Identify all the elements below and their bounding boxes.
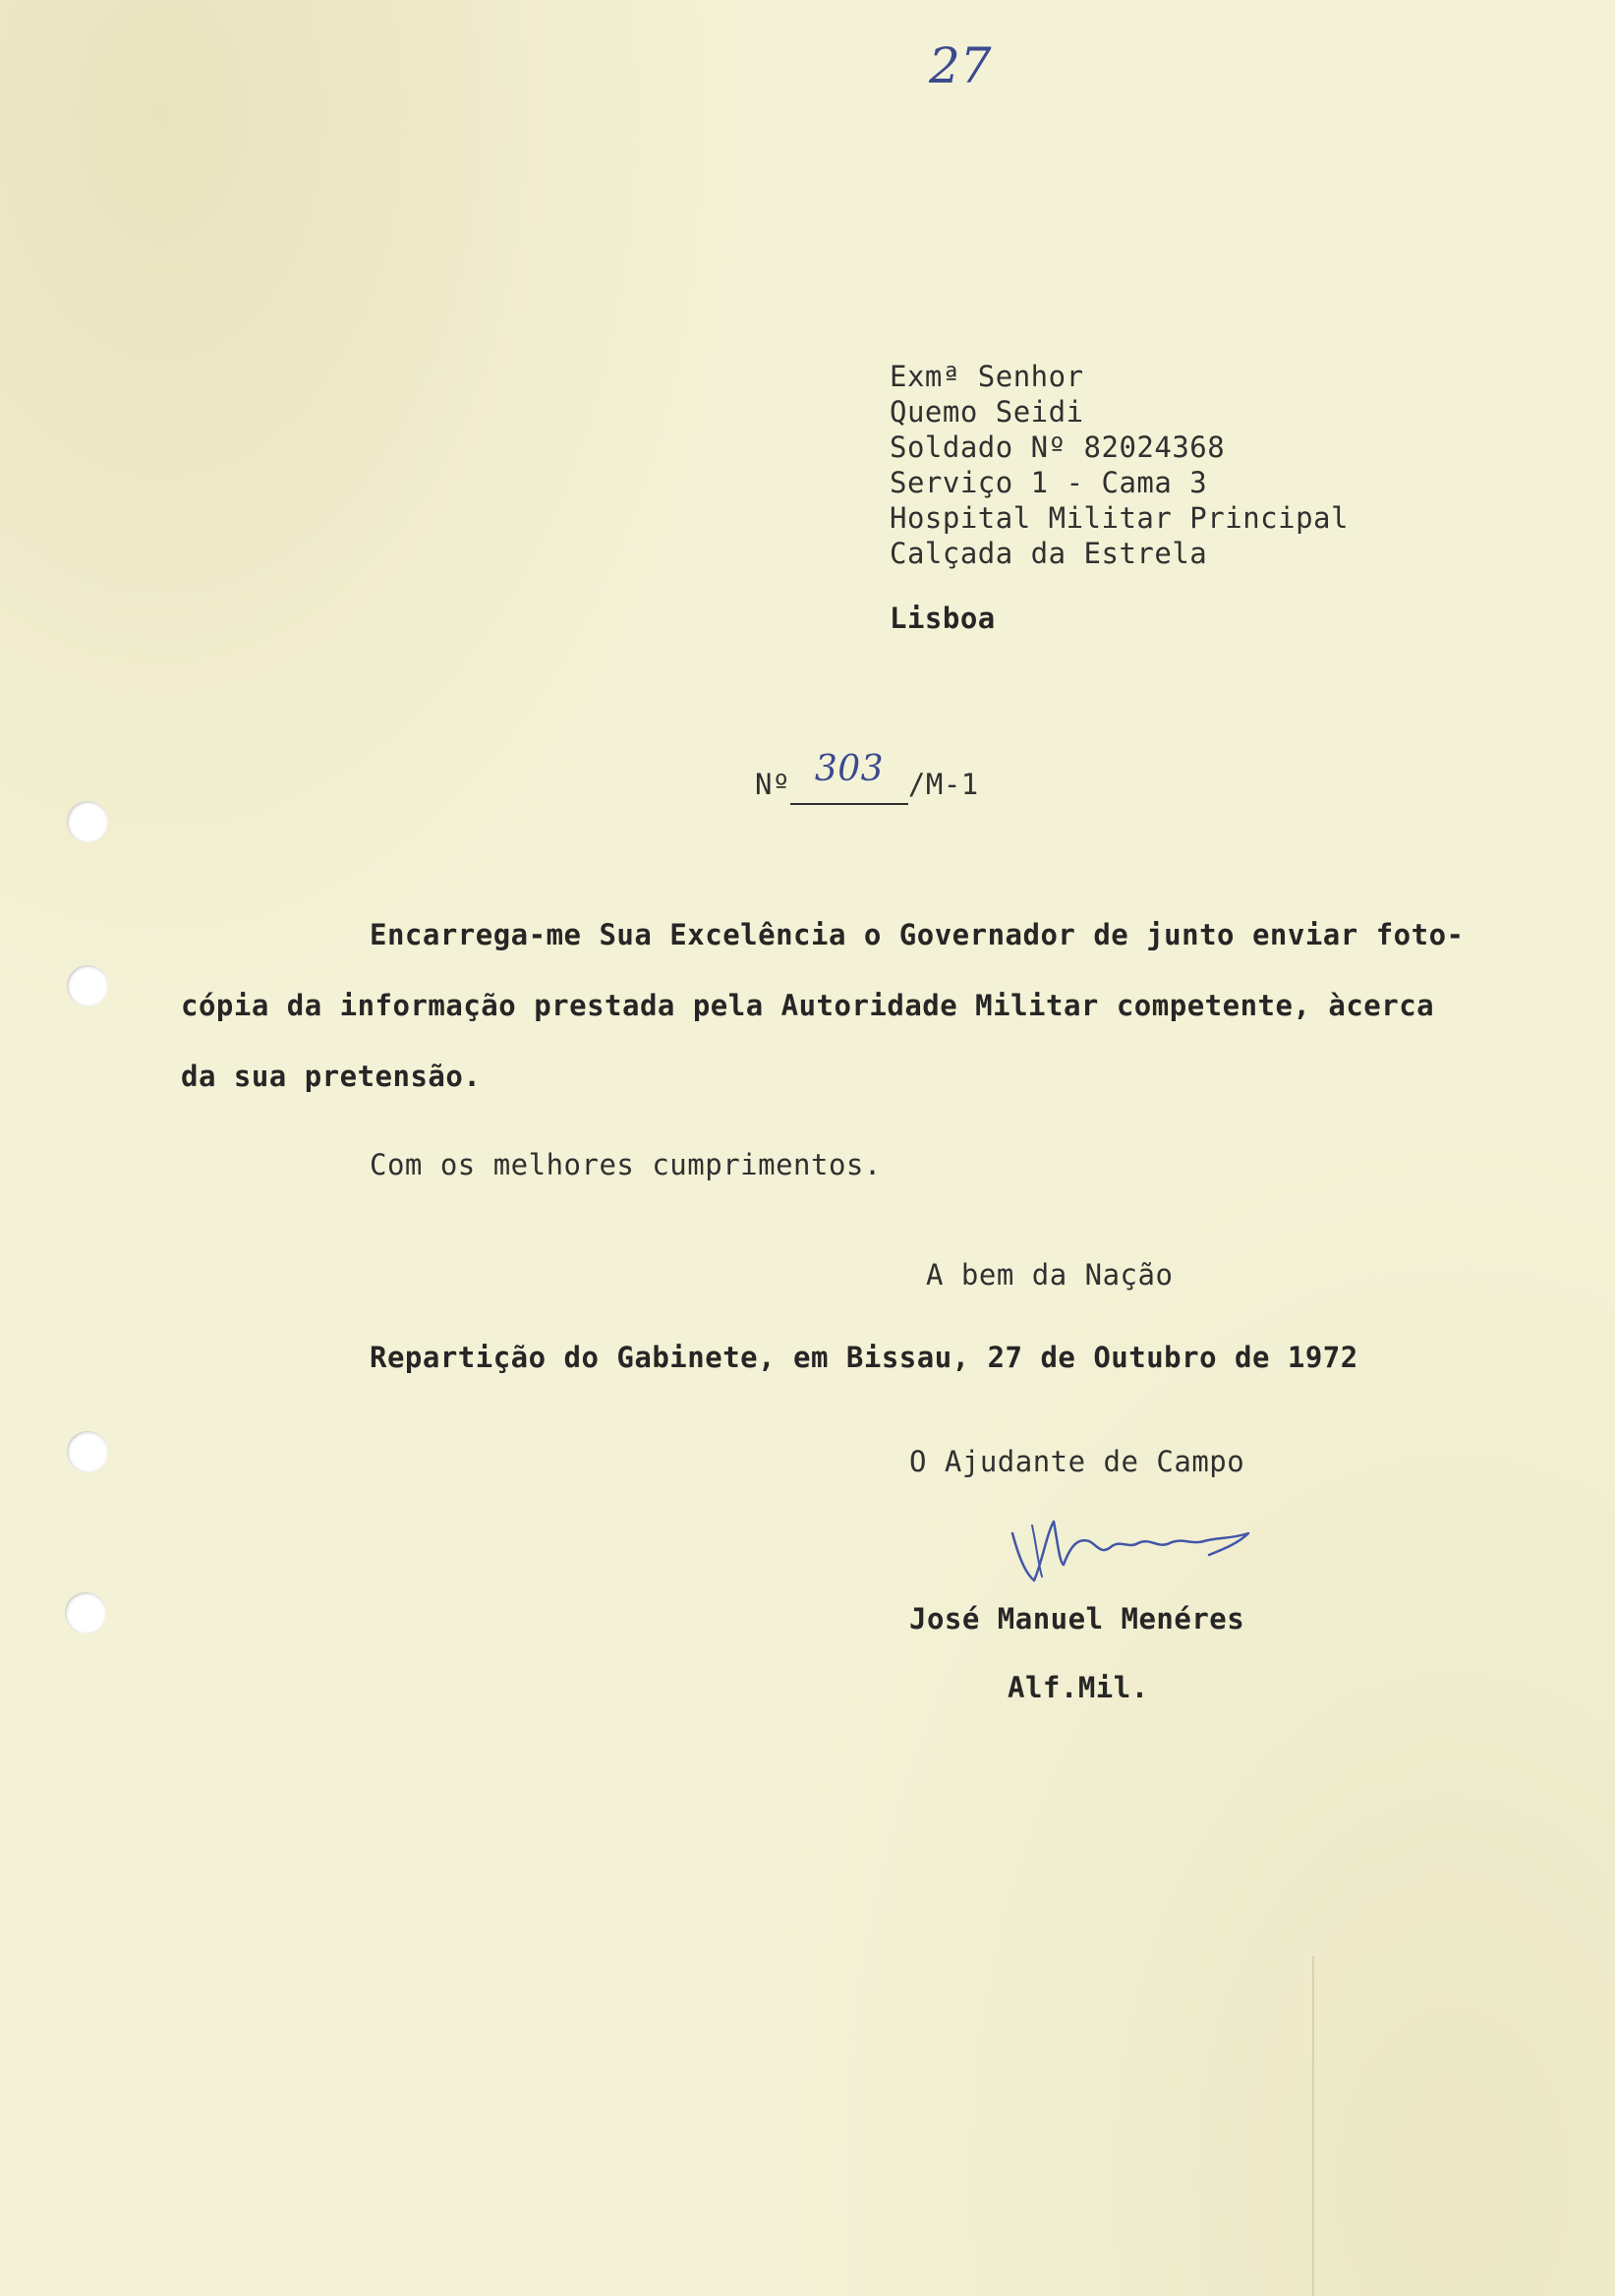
reference-number [755, 749, 979, 805]
punch-hole [65, 1592, 106, 1634]
address-line: Serviço 1 - Cama 3 [890, 466, 1208, 499]
address-line: Calçada da Estrela [890, 537, 1208, 570]
address-line: Quemo Seidi [890, 395, 1084, 429]
place-date: Repartição do Gabinete, em Bissau, 27 de Outubro de 1972 [370, 1341, 1358, 1374]
address-line: Exmª Senhor [890, 360, 1084, 393]
closing-line: Com os melhores cumprimentos. [370, 1148, 882, 1181]
address-line: Hospital Militar Principal [890, 501, 1349, 535]
paper-fold [1312, 1956, 1314, 2296]
signatory-name: José Manuel Menéres [909, 1602, 1245, 1636]
signatory-rank: Alf.Mil. [1008, 1671, 1149, 1704]
reference-number-field [790, 749, 908, 805]
body-line: cópia da informação prestada pela Autoridade Militar competente, àcerca [181, 989, 1435, 1022]
salutation: A bem da Nação [926, 1258, 1174, 1292]
page-number: 27 [929, 37, 992, 94]
address-line: Soldado Nº 82024368 [890, 430, 1226, 464]
signature [1003, 1504, 1268, 1582]
punch-hole [67, 965, 108, 1006]
reference-number-handwritten: 303 [814, 749, 885, 789]
reference-suffix: /M-1 [907, 768, 979, 801]
body-line: da sua pretensão. [181, 1060, 482, 1093]
address-city: Lisboa [890, 602, 996, 635]
punch-hole [67, 801, 108, 842]
reference-prefix: Nº [755, 768, 790, 801]
body-line: Encarrega-me Sua Excelência o Governador de junto enviar foto- [370, 918, 1465, 951]
punch-hole [67, 1431, 108, 1472]
signatory-title: O Ajudante de Campo [909, 1445, 1245, 1478]
